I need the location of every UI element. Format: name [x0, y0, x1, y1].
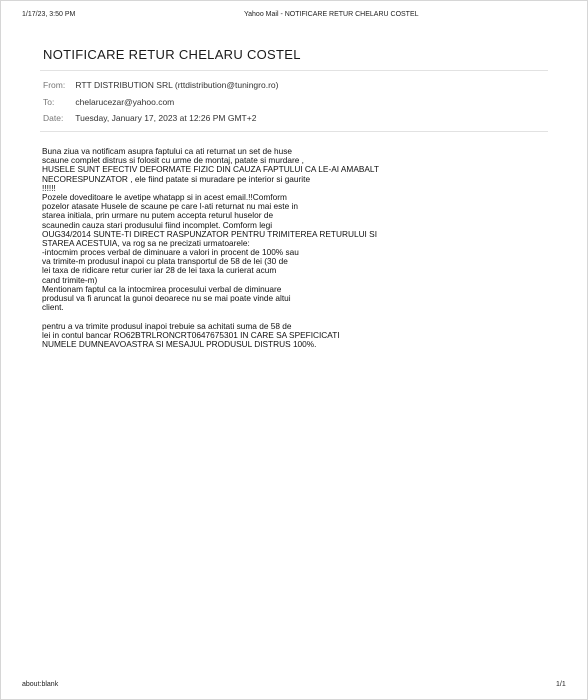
header-divider-top: [40, 70, 548, 71]
body-line: scaunedin cauza stari produsului fiind incomplet. Comform legi: [42, 219, 273, 230]
body-line: OUG34/2014 SUNTE-TI DIRECT RASPUNZATOR PENTRU TRIMITEREA RETURULUI SI: [42, 228, 378, 239]
header-divider-bottom: [40, 131, 548, 132]
body-line: va trimite-m produsul inapoi cu plata transportul de 58 de lei (30 de: [42, 256, 288, 267]
body-line: pentru a va trimite produsul inapoi trebuie sa achitati suma de 58 de: [42, 320, 292, 331]
body-line: client.: [42, 302, 64, 313]
to-row: [43, 97, 174, 107]
body-line: scaune complet distrus si folosit cu urme de montaj, patate si murdare ,: [42, 155, 304, 166]
body-line: lei in contul bancar RO62BTRLRONCRT0647675301 IN CARE SA SPEFICICATI: [42, 329, 340, 340]
body-line: produsul va fi aruncat la gunoi deoarece nu se mai poate vinde altui: [42, 293, 291, 303]
body-line: cand trimite-m): [42, 274, 98, 285]
body-line: starea initiala, prin urmare nu putem accepta returul huselor de: [42, 210, 274, 221]
email-subject: NOTIFICARE RETUR CHELARU COSTEL: [43, 47, 301, 62]
body-line: !!!!!!: [42, 182, 56, 193]
to-value: chelarucezar@yahoo.com: [75, 97, 175, 107]
print-footer-page-number: 1/1: [556, 681, 566, 688]
date-label: Date:: [43, 113, 64, 123]
body-line: -intocmim proces verbal de diminuare a valori in procent de 100% sau: [42, 247, 299, 258]
body-line: HUSELE SUNT EFECTIV DEFORMATE FIZIC DIN CAUZA FAPTULUI CA LE-AI AMABALT: [42, 164, 380, 175]
date-row: [43, 113, 256, 123]
body-line: STAREA ACESTUIA, va rog sa ne precizati urmatoarele:: [42, 237, 250, 248]
from-value: RTT DISTRIBUTION SRL (rttdistribution@tuningro.ro): [75, 80, 279, 90]
to-label: To:: [43, 97, 55, 107]
from-label: From:: [43, 80, 66, 90]
body-line: NUMELE DUMNEAVOASTRA SI MESAJUL PRODUSUL DISTRUS 100%.: [42, 338, 317, 349]
body-line: lei taxa de ridicare retur curier iar 28 de lei taxa la curierat acum: [42, 265, 277, 276]
body-line: Pozele doveditoare le avetipe whatapp si in acest email.!!Comform: [42, 191, 287, 202]
print-footer-url: about:blank: [22, 681, 59, 688]
print-header-datetime: 1/17/23, 3:50 PM: [22, 11, 76, 18]
from-row: [43, 80, 278, 90]
print-header-title: Yahoo Mail - NOTIFICARE RETUR CHELARU COSTEL: [244, 11, 419, 18]
body-line: NECORESPUNZATOR , ele fiind patate si muradare pe interior si gaurite: [42, 173, 311, 184]
date-value: Tuesday, January 17, 2023 at 12:26 PM GMT+2: [75, 113, 257, 123]
body-line: Buna ziua va notificam asupra faptului ca ati returnat un set de huse: [42, 146, 292, 156]
body-line: pozelor atasate Husele de scaune pe care l-ati returnat nu mai este in: [42, 201, 298, 212]
email-body: [42, 147, 442, 349]
body-line: Mentionam faptul ca la intocmirea procesului verbal de diminuare: [42, 283, 282, 294]
